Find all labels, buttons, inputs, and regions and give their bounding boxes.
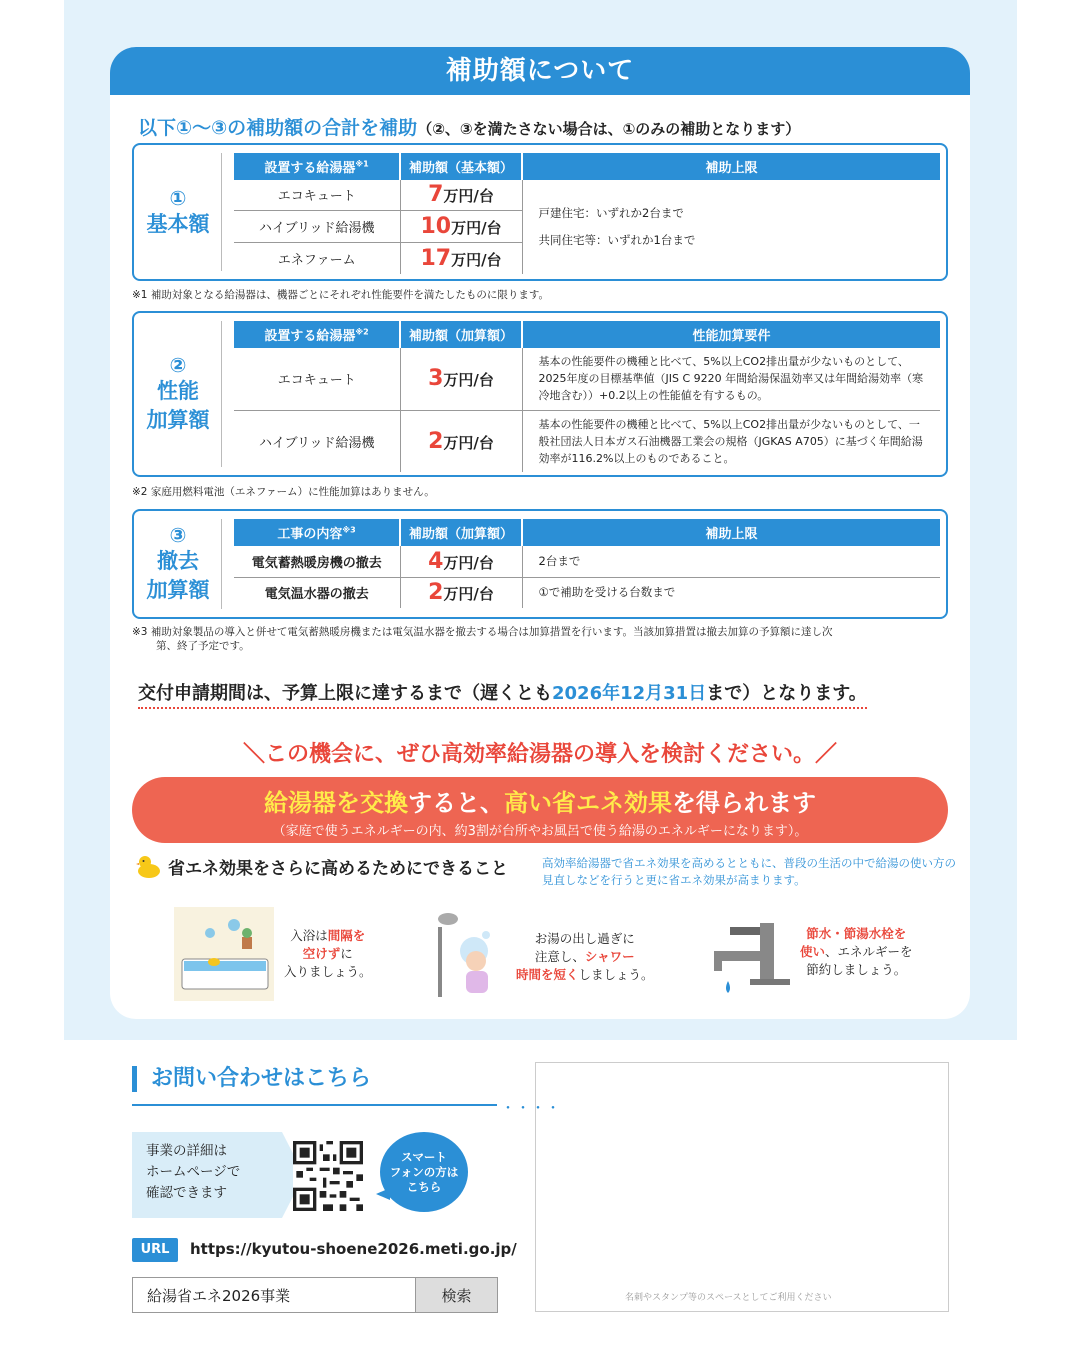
tip-faucet: 節水・節湯水栓を 使い、エネルギーを 節約しましょう。	[710, 907, 913, 997]
limit-cell: ①で補助を受ける台数まで	[538, 585, 676, 600]
table-row	[234, 577, 940, 608]
section-basic	[132, 143, 948, 281]
device-name: ハイブリッド給湯機	[258, 435, 375, 451]
section-basic-label	[134, 145, 222, 279]
bathtub-icon	[174, 907, 274, 1001]
price-cell: 4万円/台	[400, 546, 522, 577]
divider	[221, 153, 222, 271]
footnote-1: ※1 補助対象となる給湯器は、機器ごとにそれぞれ性能要件を満たしたものに限ります。	[132, 289, 549, 301]
device-name: ハイブリッド給湯機	[234, 210, 400, 242]
info-text: 事業の詳細は ホームページで 確認できます	[146, 1143, 241, 1201]
card-header: 補助額について	[110, 47, 970, 95]
work-name: 電気蓄熱暖房機の撤去	[234, 546, 400, 577]
col-header: 設置する給湯器$^{※2}$	[234, 321, 400, 348]
benefit-banner: 給湯器を交換すると、高い省エネ効果を得られます （家庭で使うエネルギーの内、約3割が台所やお風呂で使う給湯のエネルギーになります）。	[132, 777, 948, 843]
stamp-note: 名刺やスタンプ等のスペースとしてご利用ください	[625, 1293, 832, 1303]
divider	[132, 1104, 497, 1106]
section-performance-label: ② 性能 加算額	[146, 353, 210, 432]
duck-icon	[136, 853, 162, 879]
col-header: 補助上限	[522, 519, 940, 546]
limit-cell: 戸建住宅：いずれか2台まで 共同住宅等：いずれか1台まで	[538, 206, 696, 247]
tip-shower: お湯の出し過ぎに 注意し、シャワー 時間を短くしましょう。	[428, 907, 654, 1007]
table-row	[234, 546, 940, 577]
lead-sub: （②、③を満たさない場合は、①のみの補助となります）	[417, 120, 801, 138]
qr-code-icon[interactable]	[293, 1141, 363, 1211]
price-cell: 7万円/台	[400, 180, 522, 210]
col-header: 補助上限	[522, 153, 940, 180]
footnote-3: ※3 補助対象製品の導入と併せて電気蓄熱暖房機または電気温水器を撤去する場合は加算措置を行います。当該加算措置は撤去加算の予算額に達し次 第、終了予定です。	[132, 626, 833, 652]
col-header: 設置する給湯器$^{※1}$	[234, 153, 400, 180]
section-removal	[132, 509, 948, 619]
section-title: 基本額	[146, 211, 210, 236]
basic-table	[234, 153, 940, 274]
table-row	[234, 348, 940, 410]
url-link[interactable]: https://kyutou-shoene2026.meti.go.jp/	[190, 1240, 517, 1258]
lead-text	[138, 113, 800, 140]
price-cell: 10万円/台	[400, 210, 522, 242]
shower-icon	[428, 907, 508, 1007]
price-cell: 2万円/台	[400, 577, 522, 608]
limit-cell: 2台まで	[522, 546, 940, 577]
col-header: 補助額（基本額）	[400, 153, 522, 180]
tip-bath: 入浴は間隔を 空けずに 入りましょう。	[174, 907, 372, 1001]
divider	[221, 321, 222, 467]
price-cell: 3万円/台	[400, 348, 522, 410]
lead-main: 以下①～③の補助額の合計を補助	[138, 117, 418, 139]
price-cell: 17万円/台	[400, 242, 522, 274]
col-header: 工事の内容$^{※3}$	[234, 519, 400, 546]
price-cell: 2万円/台	[400, 410, 522, 472]
col-header: 補助額（加算額）	[400, 519, 522, 546]
url-label: URL	[132, 1238, 178, 1262]
dots: ・・・・	[501, 1101, 561, 1117]
smartphone-bubble: スマート フォンの方は こちら	[380, 1132, 468, 1212]
section-number: ①	[169, 185, 187, 210]
col-header: 補助額（加算額）	[400, 321, 522, 348]
device-name: エネファーム	[277, 252, 356, 268]
requirement-cell: 基本の性能要件の機種と比べて、5%以上CO2排出量が少ないものとして、一般社団法人日本ガス石油機器工業会の規格（JGKAS A705）に基づく年間給湯効率が116.2%以上のものであること。	[538, 417, 923, 465]
section-removal-label: ③ 撤去 加算額	[146, 523, 210, 602]
device-name: エコキュート	[234, 348, 400, 410]
footnote-2: ※2 家庭用燃料電池（エネファーム）に性能加算はありません。	[132, 486, 435, 498]
stamp-space	[535, 1062, 949, 1312]
work-name: 電気温水器の撤去	[264, 587, 369, 603]
search-box	[132, 1277, 498, 1313]
application-period: 交付申請期間は、予算上限に達するまで（遅くとも2026年12月31日まで）となります。	[138, 679, 867, 709]
subsidy-card	[110, 47, 970, 1019]
tips-title: 省エネ効果をさらに高めるためにできること	[136, 853, 508, 879]
requirement-cell: 基本の性能要件の機種と比べて、5%以上CO2排出量が少ないものとして、2025年度の目標基準値（JIS C 9220 年間給湯保温効率又は年間給湯効率（寒冷地含む））+0.2以上の性能値を有するもの。	[522, 348, 940, 410]
chance-heading: ＼この機会に、ぜひ高効率給湯器の導入を検討ください。／	[242, 742, 837, 767]
search-input[interactable]	[133, 1278, 415, 1312]
search-button[interactable]: 検索	[415, 1278, 497, 1312]
col-header: 性能加算要件	[522, 321, 940, 348]
faucet-icon	[710, 907, 790, 997]
table-row	[234, 410, 940, 472]
section-performance	[132, 311, 948, 477]
performance-table	[234, 321, 940, 472]
table-row	[234, 180, 940, 210]
device-name: エコキュート	[234, 180, 400, 210]
removal-table	[234, 519, 940, 608]
contact-title: お問い合わせはこちら	[132, 1066, 371, 1092]
divider	[221, 519, 222, 609]
tips-description: 高効率給湯器で省エネ効果を高めるとともに、普段の生活の中で給湯の使い方の見直しなどを行うと更に省エネ効果が高まります。	[542, 856, 956, 887]
